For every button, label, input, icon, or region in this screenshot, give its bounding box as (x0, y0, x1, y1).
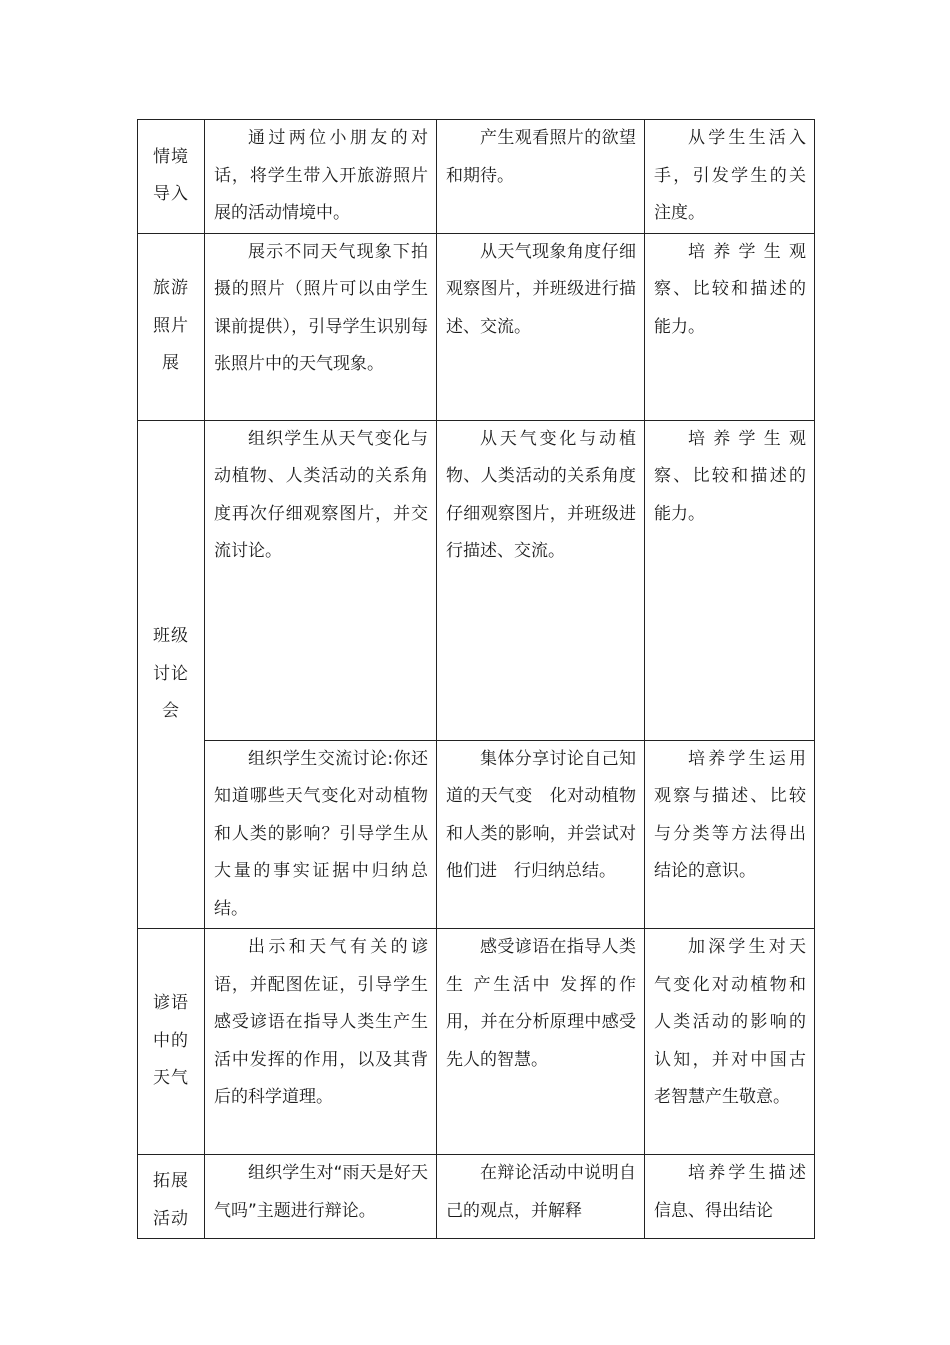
stage-cell (138, 233, 205, 420)
stage-cell (138, 420, 205, 929)
lesson-plan-table (137, 119, 815, 1239)
design-intent-text: 培养学生描述信息、得出结论 (654, 1163, 806, 1221)
teacher-activity-cell (205, 929, 437, 1155)
table-row (138, 120, 815, 234)
student-activity-cell (437, 233, 645, 420)
stage-label: 旅游照片展 (153, 278, 189, 374)
student-activity-text: 在辩论活动中说明自己的观点，并解释 (446, 1163, 636, 1221)
design-intent-text: 加深学生对天气变化对动植物和人类活动的影响的认知，并对中国古老智慧产生敬意。 (654, 937, 806, 1107)
table-row (138, 929, 815, 1155)
design-intent-text: 培养学生运用观察与描述、比较与分类等方法得出结论的意识。 (654, 748, 806, 881)
table-row (138, 420, 815, 740)
student-activity-text: 产生观看照片的欲望和期待。 (446, 128, 636, 186)
design-intent-cell (645, 740, 815, 929)
design-intent-text: 从学生生活入手，引发学生的关注度。 (654, 128, 806, 223)
table-row (138, 1155, 815, 1239)
design-intent-cell (645, 120, 815, 234)
stage-cell (138, 929, 205, 1155)
teacher-activity-cell (205, 233, 437, 420)
student-activity-cell (437, 420, 645, 740)
teacher-activity-text: 组织学生从天气变化与动植物、人类活动的关系角度再次仔细观察图片，并交流讨论。 (214, 428, 428, 561)
teacher-activity-text: 组织学生对“雨天是好天气吗”主题进行辩论。 (214, 1163, 428, 1221)
teacher-activity-text: 通过两位小朋友的对话，将学生带入开旅游照片展的活动情境中。 (214, 128, 428, 223)
teacher-activity-cell (205, 1155, 437, 1239)
student-activity-cell (437, 740, 645, 929)
table-row (138, 233, 815, 420)
design-intent-cell (645, 1155, 815, 1239)
student-activity-text: 从天气现象角度仔细观察图片，并班级进行描述、交流。 (446, 241, 636, 337)
design-intent-cell (645, 233, 815, 420)
student-activity-text: 感受谚语在指导人类生 产生活中 发挥的作用，并在分析原理中感受先人的智慧。 (446, 937, 636, 1070)
student-activity-cell (437, 1155, 645, 1239)
stage-label: 班级讨论会 (153, 626, 189, 721)
teacher-activity-cell (205, 120, 437, 234)
student-activity-text: 集体分享讨论自己知道的天气变 化对动植物和人类的影响，并尝试对他们进 行归纳总结。 (446, 748, 636, 881)
teacher-activity-text: 出示和天气有关的谚语，并配图佐证，引导学生感受谚语在指导人类生产生活中发挥的作用，以及其背后的科学道理。 (214, 937, 428, 1107)
teacher-activity-text: 组织学生交流讨论:你还知道哪些天气变化对动植物和人类的影响？引导学生从大量的事实证据中归纳总结。 (214, 748, 428, 919)
design-intent-text: 培养学生观察、比较和描述的能力。 (654, 428, 806, 524)
table-row (138, 740, 815, 929)
design-intent-cell (645, 929, 815, 1155)
stage-label: 拓展活动 (153, 1171, 189, 1229)
stage-cell (138, 1155, 205, 1239)
stage-cell (138, 120, 205, 234)
stage-label: 情境导入 (153, 146, 189, 205)
student-activity-cell (437, 929, 645, 1155)
student-activity-cell (437, 120, 645, 234)
student-activity-text: 从天气变化与动植物、人类活动的关系角度仔细观察图片，并班级进行描述、交流。 (446, 428, 636, 561)
teacher-activity-text: 展示不同天气现象下拍摄的照片（照片可以由学生课前提供），引导学生识别每张照片中的天气现象。 (214, 241, 428, 374)
teacher-activity-cell (205, 740, 437, 929)
design-intent-cell (645, 420, 815, 740)
design-intent-text: 培养学生观察、比较和描述的能力。 (654, 241, 806, 337)
stage-label: 谚语中的天气 (153, 993, 189, 1089)
teacher-activity-cell (205, 420, 437, 740)
